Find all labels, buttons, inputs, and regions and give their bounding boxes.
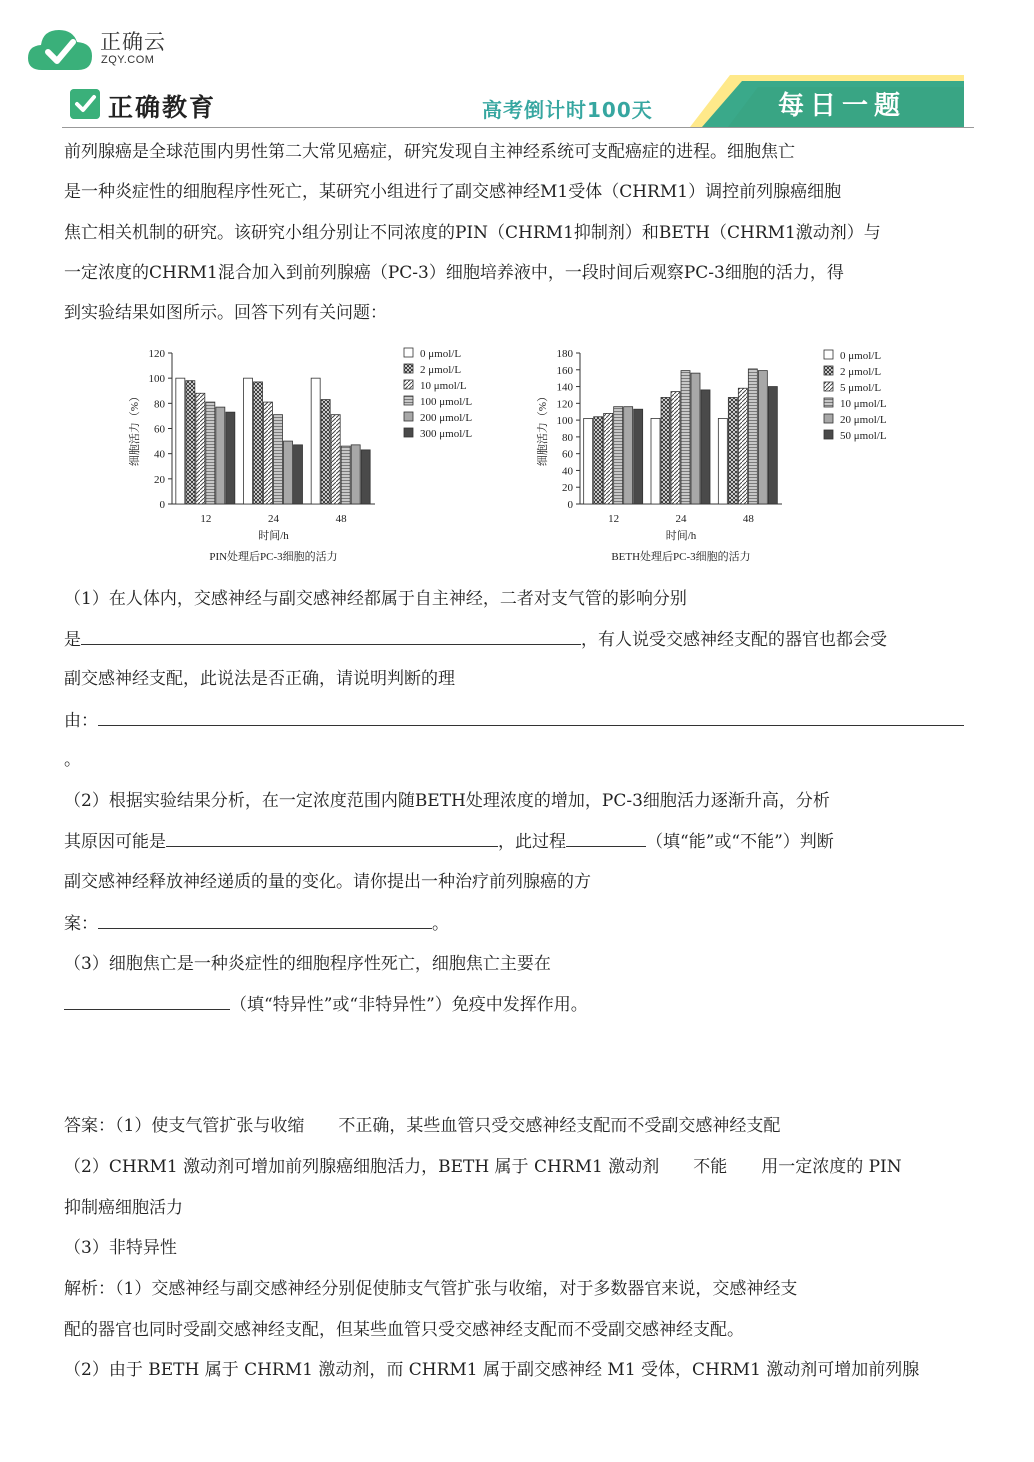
q2-line (64, 912, 449, 935)
legend-swatch (824, 414, 833, 423)
bar (718, 418, 727, 504)
q2-prefix: 其原因可能是 (64, 832, 166, 852)
bar (604, 413, 613, 504)
q2-plan-suffix: 。 (432, 914, 449, 934)
legend-label: 10 μmol/L (840, 398, 887, 410)
q2-plan-prefix: 案： (64, 914, 98, 934)
daily-question-title: 每日一题 (778, 91, 907, 121)
y-tick-label: 120 (148, 348, 165, 360)
x-axis-label: 时间/h (665, 530, 697, 542)
bar (274, 415, 283, 504)
x-tick-label: 12 (608, 513, 620, 525)
bar (321, 400, 330, 504)
y-tick-label: 180 (556, 348, 573, 360)
y-tick-label: 100 (556, 415, 573, 428)
bar (311, 378, 320, 504)
bar (701, 390, 710, 504)
bar (196, 393, 205, 504)
header-divider (62, 127, 974, 128)
bar (226, 412, 235, 504)
bar (216, 407, 225, 504)
legend-swatch (404, 396, 413, 405)
bar (284, 441, 293, 504)
question-intro-line: 到实验结果如图所示。回答下列有关问题： (64, 303, 387, 323)
answer-line: 抑制癌细胞活力 (64, 1198, 183, 1218)
bar (186, 381, 195, 504)
y-tick-label: 100 (148, 373, 165, 386)
legend-label: 5 μmol/L (840, 382, 882, 394)
legend-label: 200 μmol/L (420, 412, 473, 424)
y-tick-label: 60 (562, 448, 573, 461)
legend-swatch (824, 350, 833, 359)
edu-brand-title: 正确教育 (108, 93, 217, 122)
legend-swatch (404, 364, 413, 373)
q2-suffix: （填“能”或“不能”）判断 (646, 832, 834, 852)
y-axis-label: 细胞活力（%） (537, 390, 549, 467)
x-axis-label: 时间/h (258, 530, 289, 542)
chart-title: PIN处理后PC-3细胞的活力 (209, 551, 338, 563)
bar (634, 409, 643, 504)
legend-label: 300 μmol/L (420, 428, 473, 440)
bar (624, 407, 633, 504)
legend-label: 2 μmol/L (420, 364, 462, 376)
q2-line: （2）根据实验结果分析，在一定浓度范围内随BETH处理浓度的增加，PC-3细胞活力逐渐升高，分析 (64, 791, 830, 811)
bar (651, 418, 660, 504)
analysis-line: 配的器官也同时受副交感神经支配，但某些血管只受交感神经支配而不受副交感神经支配。 (64, 1320, 744, 1340)
x-tick-label: 48 (742, 513, 754, 525)
y-tick-label: 20 (562, 482, 573, 495)
bar (738, 388, 747, 504)
brand-name-en: ZQY.COM (101, 54, 155, 66)
q1-line: （1）在人体内，交感神经与副交感神经都属于自主神经，二者对支气管的影响分别 (64, 589, 687, 609)
q1-line (64, 709, 964, 732)
q1-answer-blank-1[interactable] (81, 628, 581, 645)
x-tick-label: 12 (200, 513, 212, 525)
bar (661, 397, 670, 504)
bar (351, 445, 360, 504)
y-tick-label: 60 (154, 423, 165, 436)
legend-swatch (404, 428, 413, 437)
y-tick-label: 80 (154, 398, 165, 411)
bar (691, 373, 700, 504)
bar (341, 446, 350, 504)
bar (264, 402, 273, 504)
legend-swatch (404, 412, 413, 421)
y-tick-label: 140 (556, 381, 573, 394)
bar (758, 371, 767, 504)
q3-suffix: （填“特异性”或“非特异性”）免疫中发挥作用。 (230, 995, 588, 1015)
bar (584, 418, 593, 504)
q2-line: 副交感神经释放神经递质的量的变化。请你提出一种治疗前列腺癌的方 (64, 872, 591, 892)
q2-answer-blank-3[interactable] (98, 912, 432, 929)
bar (244, 378, 253, 504)
q3-answer-blank[interactable] (64, 993, 230, 1010)
legend-label: 50 μmol/L (840, 430, 887, 442)
bar (331, 415, 340, 504)
y-tick-label: 0 (567, 499, 573, 511)
q1-line: 。 (64, 750, 81, 770)
question-intro-line: 焦亡相关机制的研究。该研究小组分别让不同浓度的PIN（CHRM1抑制剂）和BETH（CHRM1激动剂）与 (64, 223, 881, 243)
q3-line: （3）细胞焦亡是一种炎症性的细胞程序性死亡，细胞焦亡主要在 (64, 954, 551, 974)
legend-label: 20 μmol/L (840, 414, 887, 426)
bar (294, 445, 303, 504)
q1-line: 副交感神经支配，此说法是否正确，请说明判断的理 (64, 669, 455, 689)
zqy-cloud-logo-icon (28, 22, 92, 74)
y-tick-label: 0 (159, 499, 165, 511)
bar (681, 371, 690, 504)
legend-swatch (824, 366, 833, 375)
legend-swatch (824, 382, 833, 391)
answer-line: （3）非特异性 (64, 1238, 177, 1258)
q1-suffix: ，有人说受交感神经支配的器官也都会受 (581, 630, 887, 650)
bar (671, 392, 680, 504)
legend-swatch (404, 348, 413, 357)
legend-label: 2 μmol/L (840, 366, 882, 378)
y-tick-label: 40 (562, 465, 573, 478)
legend-swatch (824, 398, 833, 407)
y-tick-label: 160 (556, 364, 573, 377)
legend-label: 10 μmol/L (420, 380, 467, 392)
bar (748, 369, 757, 504)
brand-name-cn: 正确云 (100, 30, 166, 54)
q2-answer-blank-2[interactable] (566, 830, 646, 847)
q2-mid: ，此过程 (498, 832, 566, 852)
q2-line (64, 830, 834, 853)
answer-line: （2）CHRM1 激动剂可增加前列腺癌细胞活力，BETH 属于 CHRM1 激动剂 不能 用一定浓度的 PIN (64, 1157, 902, 1177)
q3-line (64, 993, 588, 1016)
bar (614, 407, 623, 504)
question-intro-line: 前列腺癌是全球范围内男性第二大常见癌症，研究发现自主神经系统可支配癌症的进程。细胞焦亡 (64, 142, 795, 162)
y-axis-label: 细胞活力（%） (129, 390, 141, 467)
x-tick-label: 24 (675, 513, 687, 525)
y-tick-label: 80 (562, 431, 573, 444)
bar (768, 387, 777, 504)
question-intro-line: 一定浓度的CHRM1混合加入到前列腺癌（PC-3）细胞培养液中，一段时间后观察PC-3细胞的活力，得 (64, 263, 844, 283)
bar (206, 402, 215, 504)
q2-answer-blank-1[interactable] (166, 830, 498, 847)
beth-chart (530, 338, 920, 570)
pin-chart (120, 338, 520, 570)
bar (254, 382, 263, 504)
legend-swatch (404, 380, 413, 389)
bar (594, 417, 603, 504)
analysis-line: 解析：（1）交感神经与副交感神经分别促使肺支气管扩张与收缩，对于多数器官来说，交感神经支 (64, 1279, 798, 1299)
x-tick-label: 24 (268, 513, 279, 525)
y-tick-label: 120 (556, 398, 573, 411)
y-tick-label: 20 (154, 473, 165, 486)
y-tick-label: 40 (154, 448, 165, 461)
q1-answer-blank-2[interactable] (98, 709, 964, 726)
x-tick-label: 48 (335, 513, 347, 525)
legend-label: 100 μmol/L (420, 396, 473, 408)
answer-line: 答案：（1）使支气管扩张与收缩 不正确，某些血管只受交感神经支配而不受副交感神经支配 (64, 1116, 781, 1136)
legend-label: 0 μmol/L (840, 350, 882, 362)
q1-line (64, 628, 887, 651)
bar (176, 378, 185, 504)
question-intro-line: 是一种炎症性的细胞程序性死亡，某研究小组进行了副交感神经M1受体（CHRM1）调控前列腺癌细胞 (64, 182, 842, 202)
edu-check-icon (70, 89, 100, 119)
legend-swatch (824, 430, 833, 439)
legend-label: 0 μmol/L (420, 348, 462, 360)
analysis-line: （2）由于 BETH 属于 CHRM1 激动剂，而 CHRM1 属于副交感神经 M1 受体，CHRM1 激动剂可增加前列腺 (64, 1360, 920, 1380)
q1-prefix: 是 (64, 630, 81, 650)
q1-reason-prefix: 由： (64, 711, 98, 731)
chart-title: BETH处理后PC-3细胞的活力 (611, 551, 751, 563)
exam-countdown: 高考倒计时100天 (482, 98, 653, 122)
bar (361, 450, 370, 504)
bar (728, 397, 737, 504)
